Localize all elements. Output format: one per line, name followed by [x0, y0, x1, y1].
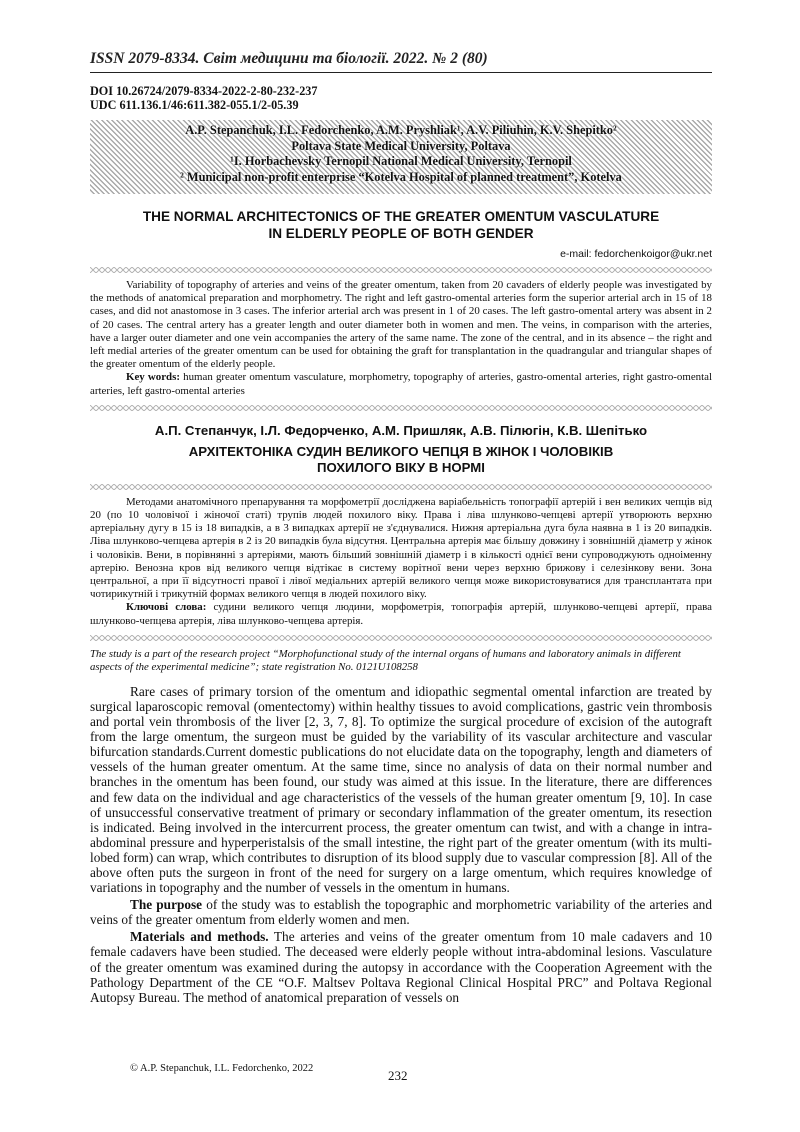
affiliation-2: ¹I. Horbachevsky Ternopil National Medical University, Ternopil: [230, 154, 572, 168]
identifiers: [90, 84, 712, 112]
authors-line: A.P. Stepanchuk, I.L. Fedorchenko, A.M. Pryshliak¹, A.V. Piliuhin, K.V. Shepitko²: [185, 123, 617, 137]
ua-title: [90, 444, 712, 477]
ua-title-line-1: АРХІТЕКТОНІКА СУДИН ВЕЛИКОГО ЧЕПЦЯ В ЖІНОК І ЧОЛОВІКІВ: [188, 443, 614, 459]
keywords-en: [90, 371, 712, 397]
title-line-1: THE NORMAL ARCHITECTONICS OF THE GREATER OMENTUM VASCULATURE: [142, 209, 660, 224]
article-page: [90, 0, 712, 1007]
wavy-divider: [90, 484, 712, 490]
wavy-divider: [90, 635, 712, 641]
udc-line: UDC 611.136.1/46:611.382-055.1/2-05.39: [90, 98, 299, 112]
authors-block: [90, 120, 712, 194]
keywords-ua-text: судини великого чепця людини, морфометрія, топографія артерій, шлунково-чепцеві артерії, права шлунково-чепцева артерія, ліва шлунково-чепцева артерія.: [90, 601, 712, 627]
doi-line[interactable]: DOI 10.26724/2079-8334-2022-2-80-232-237: [90, 84, 318, 98]
funding-note: The study is a part of the research project “Morphofunctional study of the internal organs of humans and laboratory animals in different aspects of the experimental medicine”; state registration No. 0121U108258: [90, 647, 681, 673]
abstract-en: [90, 279, 712, 398]
title-line-2: IN ELDERLY PEOPLE OF BOTH GENDER: [268, 226, 534, 241]
affiliation-3: ² Municipal non-profit enterprise “Kotelva Hospital of planned treatment”, Kotelva: [180, 169, 622, 184]
copyright-footer: © A.P. Stepanchuk, I.L. Fedorchenko, 2022: [130, 1063, 314, 1074]
purpose-text: of the study was to establish the topographic and morphometric variability of the arteries and veins of the greater omentum from elderly women and men.: [90, 897, 712, 928]
wavy-divider: [90, 405, 712, 411]
contact-email[interactable]: e-mail: fedorchenkoigor@ukr.net: [560, 248, 712, 260]
abstract-ua-text: Методами анатомічного препарування та морфометрії досліджена варіабельність топографії артерій і вен великих чепців від 20 (по 10 чоловічої і жіночої статі) трупів людей похилого віку. Права і ліва шлунково-чепцеві артерії утворюють верхню артеріальну дугу в 15 із 18 випадків, а в 3 випадках артерії не з'єднувалися. Нижня артеріальна дуга була наявна в 1 із 20 випадків. Ліва шлунково-чепцева артерія в 2 із 20 випадків була відсутня. Центральна артерія має більшу довжину і зовнішній діаметр у жінок і чоловіків. Вени, в порівнянні з артеріями, мають більший зовнішній діаметр і в кількості однієї вени супроводжують одноіменну артерію. Венозна кров від великого чепця відтікає в систему ворітної вени через верхню брижову і селезінкову вени. Зона центральної, а при її відсутності правої і лівої медіальних артерій великого чепця може використовуватися для трансплантата при чотирикутній і трикутній формах великого чепця в людей похилого віку.: [90, 495, 712, 601]
body-paragraph-2: [90, 897, 712, 927]
ua-title-line-2: ПОХИЛОГО ВІКУ В НОРМІ: [317, 460, 485, 476]
wavy-divider: [90, 267, 712, 273]
article-body: [90, 684, 712, 1005]
keywords-en-text: human greater omentum vasculature, morphometry, topography of arteries, gastro-omental arteries, right gastro-omental arteries, left gastro-omental arteries: [90, 371, 712, 397]
body-paragraph-1: Rare cases of primary torsion of the omentum and idiopathic segmental omental infarction are treated by surgical laparoscopic removal (omentectomy) within healthy tissues to avoid complications, gastric vein thrombosis and portal vein thrombosis of the liver [2, 3, 7, 8]. To optimize the surgical procedure of excision of the autograft from the large omentum, the surgeon must be guided by the variability of its vascular architecture and vascular bifurcation standards.Current domestic publications do not elucidate data on the topography, length and diameters of vessels of the human greater omentum. At the same time, since no analysis of data on their normal number and branches in the omentum has been found, our study was aimed at this issue. In the literature, there are differences and few data on the individual and age characteristics of the vessels of the human greater omentum [9, 10]. In case of unsuccessful conservative treatment of primary or secondary inflammation of the greater omentum, its resection is indicated. Being involved in the intercurrent process, the greater omentum can twist, and with a change in intra-abdominal pressure and hyperperistalsis of the small intestine, the right part of the greater omentum (with its multi-lobed form) can wrap, which contributes to disruption of its blood supply due to vascular compression [8]. All of the above often puts the surgeon in front of the need for surgery on a large omentum, which requires knowledge of variations in topography and the number of vessels in the omentum in humans.: [90, 683, 712, 896]
journal-header: ISSN 2079-8334. Світ медицини та біології. 2022. № 2 (80): [90, 50, 488, 67]
article-title: [90, 208, 712, 242]
methods-text: The arteries and veins of the greater omentum from 10 male cadavers and 10 female cadavers have been studied. The deceased were elderly people without intra-abdominal lesions. Vasculature of the greater omentum was examined during the autopsy in accordance with the Cooperation Agreement with the Pathology Department of the CE “O.F. Maltsev Poltava Regional Clinical Hospital PRC” and Poltava Regional Autopsy Bureau. The method of anatomical preparation of vessels on: [90, 929, 712, 1005]
abstract-en-text: Variability of topography of arteries and veins of the greater omentum, taken from 20 cavaders of elderly people was investigated by the methods of anatomical preparation and morphometry. The right and left gastro-omental arteries form the superior arterial arch in 15 of 18 cases, and did not anastomose in 3 cases. The inferior arterial arch was present in 1 of 20 cases. The left gastro-omental artery was absent in 2 of 20 cases. The central artery has a greater length and outer diameter both in women and men. The veins, in comparison with the arteries, have a larger outer diameter and one vein accompanies the artery of the same name. The zone of the central, and in its absence – the right and left medial arteries of the greater omentum can be used for obtaining the graft for transplantation in the quadrangular and triangular shapes of the greater omentum of the elderly people.: [90, 279, 712, 371]
body-paragraph-3: [90, 929, 712, 1004]
abstract-ua: [90, 496, 712, 628]
header-rule: [90, 72, 712, 73]
affiliation-1: Poltava State Medical University, Poltava: [291, 138, 511, 153]
purpose-label: The purpose: [130, 897, 203, 913]
keywords-en-label: Key words:: [126, 371, 180, 384]
keywords-ua: [90, 601, 712, 627]
ua-authors: А.П. Степанчук, І.Л. Федорченко, А.М. Пришляк, А.В. Пілюгін, К.В. Шепітько: [154, 422, 648, 438]
methods-label: Materials and methods.: [130, 929, 269, 945]
page-number: 232: [388, 1068, 408, 1083]
keywords-ua-label: Ключові слова:: [126, 601, 207, 614]
